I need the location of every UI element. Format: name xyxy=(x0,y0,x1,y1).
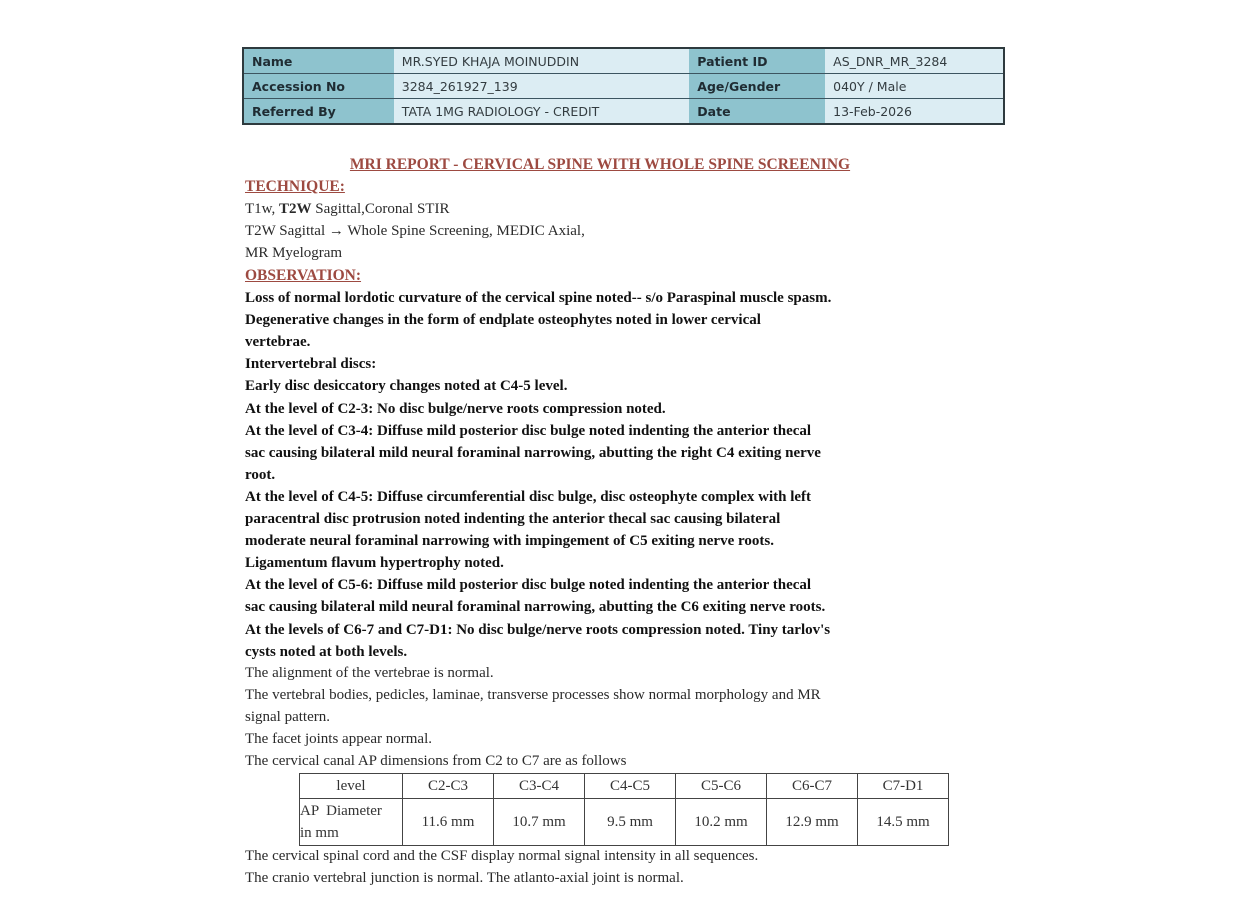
date-value: 13-Feb-2026 xyxy=(825,99,1004,125)
technique-line: T2W Sagittal → Whole Spine Screening, MEDIC Axial, xyxy=(245,223,585,239)
observation-line: The facet joints appear normal. xyxy=(245,731,433,747)
report-title: MRI REPORT - CERVICAL SPINE WITH WHOLE SPINE SCREENING xyxy=(349,156,851,173)
age-gender-label: Age/Gender xyxy=(689,74,825,99)
observation-line: vertebrae. xyxy=(245,334,311,351)
ap-table-value-row xyxy=(300,799,949,846)
closing-line: The cervical spinal cord and the CSF display normal signal intensity in all sequences. xyxy=(245,848,759,864)
closing-line: The cranio vertebral junction is normal. The atlanto-axial joint is normal. xyxy=(245,870,684,886)
ap-level: C5-C6 xyxy=(676,774,767,799)
observation-line: At the levels of C6-7 and C7-D1: No disc bulge/nerve roots compression noted. Tiny tarlov's xyxy=(245,621,831,638)
observation-line: sac causing bilateral mild neural foraminal narrowing, abutting the C6 exiting nerve roots. xyxy=(245,599,826,616)
observation-line: At the level of C2-3: No disc bulge/nerve roots compression noted. xyxy=(245,400,666,417)
technique-text: Sagittal,Coronal STIR xyxy=(311,201,450,217)
age-gender-value: 040Y / Male xyxy=(825,74,1004,99)
ap-value: 10.7 mm xyxy=(494,799,585,846)
name-label: Name xyxy=(243,48,394,74)
observation-line: paracentral disc protrusion noted indenting the anterior thecal sac causing bilateral xyxy=(245,511,781,527)
observation-line: Intervertebral discs: xyxy=(245,356,377,373)
observation-line: cysts noted at both levels. xyxy=(245,643,408,660)
observation-line: root. xyxy=(245,466,276,483)
ap-level: C7-D1 xyxy=(858,774,949,799)
observation-line: Loss of normal lordotic curvature of the cervical spine noted-- s/o Paraspinal muscle spasm. xyxy=(245,290,832,306)
technique-text: T1w, xyxy=(245,201,280,217)
observation-line: At the level of C5-6: Diffuse mild posterior disc bulge noted indenting the anterior thecal xyxy=(245,577,812,594)
technique-text-bold: T2W xyxy=(279,201,312,217)
ap-value: 10.2 mm xyxy=(676,799,767,846)
ap-value: 14.5 mm xyxy=(858,799,949,846)
patient-id-label: Patient ID xyxy=(689,48,825,74)
ap-row-label-line: in mm xyxy=(300,825,339,841)
ap-table-header-row xyxy=(300,774,949,799)
patient-info-row xyxy=(243,48,1004,74)
observation-line: sac causing bilateral mild neural foraminal narrowing, abutting the right C4 exiting nerve xyxy=(245,444,821,461)
technique-line: MR Myelogram xyxy=(245,245,343,261)
patient-id-value: AS_DNR_MR_3284 xyxy=(825,48,1004,74)
ap-diameter-table xyxy=(299,773,949,846)
patient-info-row xyxy=(243,74,1004,99)
referred-by-label: Referred By xyxy=(243,99,394,125)
ap-value: 12.9 mm xyxy=(767,799,858,846)
patient-info-table xyxy=(242,47,1005,125)
ap-level: C3-C4 xyxy=(494,774,585,799)
ap-row-label-line: AP Diameter xyxy=(300,803,382,819)
accession-label: Accession No xyxy=(243,74,394,99)
observation-line: moderate neural foraminal narrowing with impingement of C5 exiting nerve roots. xyxy=(245,533,774,550)
date-label: Date xyxy=(689,99,825,125)
technique-line xyxy=(245,201,449,218)
ap-level: C4-C5 xyxy=(585,774,676,799)
observation-line: The alignment of the vertebrae is normal. xyxy=(245,665,494,681)
ap-level: C2-C3 xyxy=(403,774,494,799)
name-value: MR.SYED KHAJA MOINUDDIN xyxy=(394,48,690,74)
observation-line: At the level of C3-4: Diffuse mild posterior disc bulge noted indenting the anterior thecal xyxy=(245,422,812,439)
patient-info-row xyxy=(243,99,1004,125)
observation-line: The cervical canal AP dimensions from C2 to C7 are as follows xyxy=(245,753,627,769)
ap-value: 9.5 mm xyxy=(585,799,676,846)
technique-heading: TECHNIQUE: xyxy=(245,178,345,195)
ap-level: C6-C7 xyxy=(767,774,858,799)
observation-line: signal pattern. xyxy=(245,709,330,725)
observation-line: The vertebral bodies, pedicles, laminae, transverse processes show normal morphology and MR xyxy=(245,687,821,703)
observation-line: At the level of C4-5: Diffuse circumferential disc bulge, disc osteophyte complex with left xyxy=(245,488,812,505)
observation-heading: OBSERVATION: xyxy=(245,267,362,284)
ap-row-label xyxy=(300,799,403,846)
accession-value: 3284_261927_139 xyxy=(394,74,690,99)
referred-by-value: TATA 1MG RADIOLOGY - CREDIT xyxy=(394,99,690,125)
ap-value: 11.6 mm xyxy=(403,799,494,846)
observation-line: Ligamentum flavum hypertrophy noted. xyxy=(245,555,504,572)
observation-line: Early disc desiccatory changes noted at C4-5 level. xyxy=(245,378,568,395)
ap-table-header-label: level xyxy=(300,774,403,799)
observation-line: Degenerative changes in the form of endplate osteophytes noted in lower cervical xyxy=(245,312,761,329)
